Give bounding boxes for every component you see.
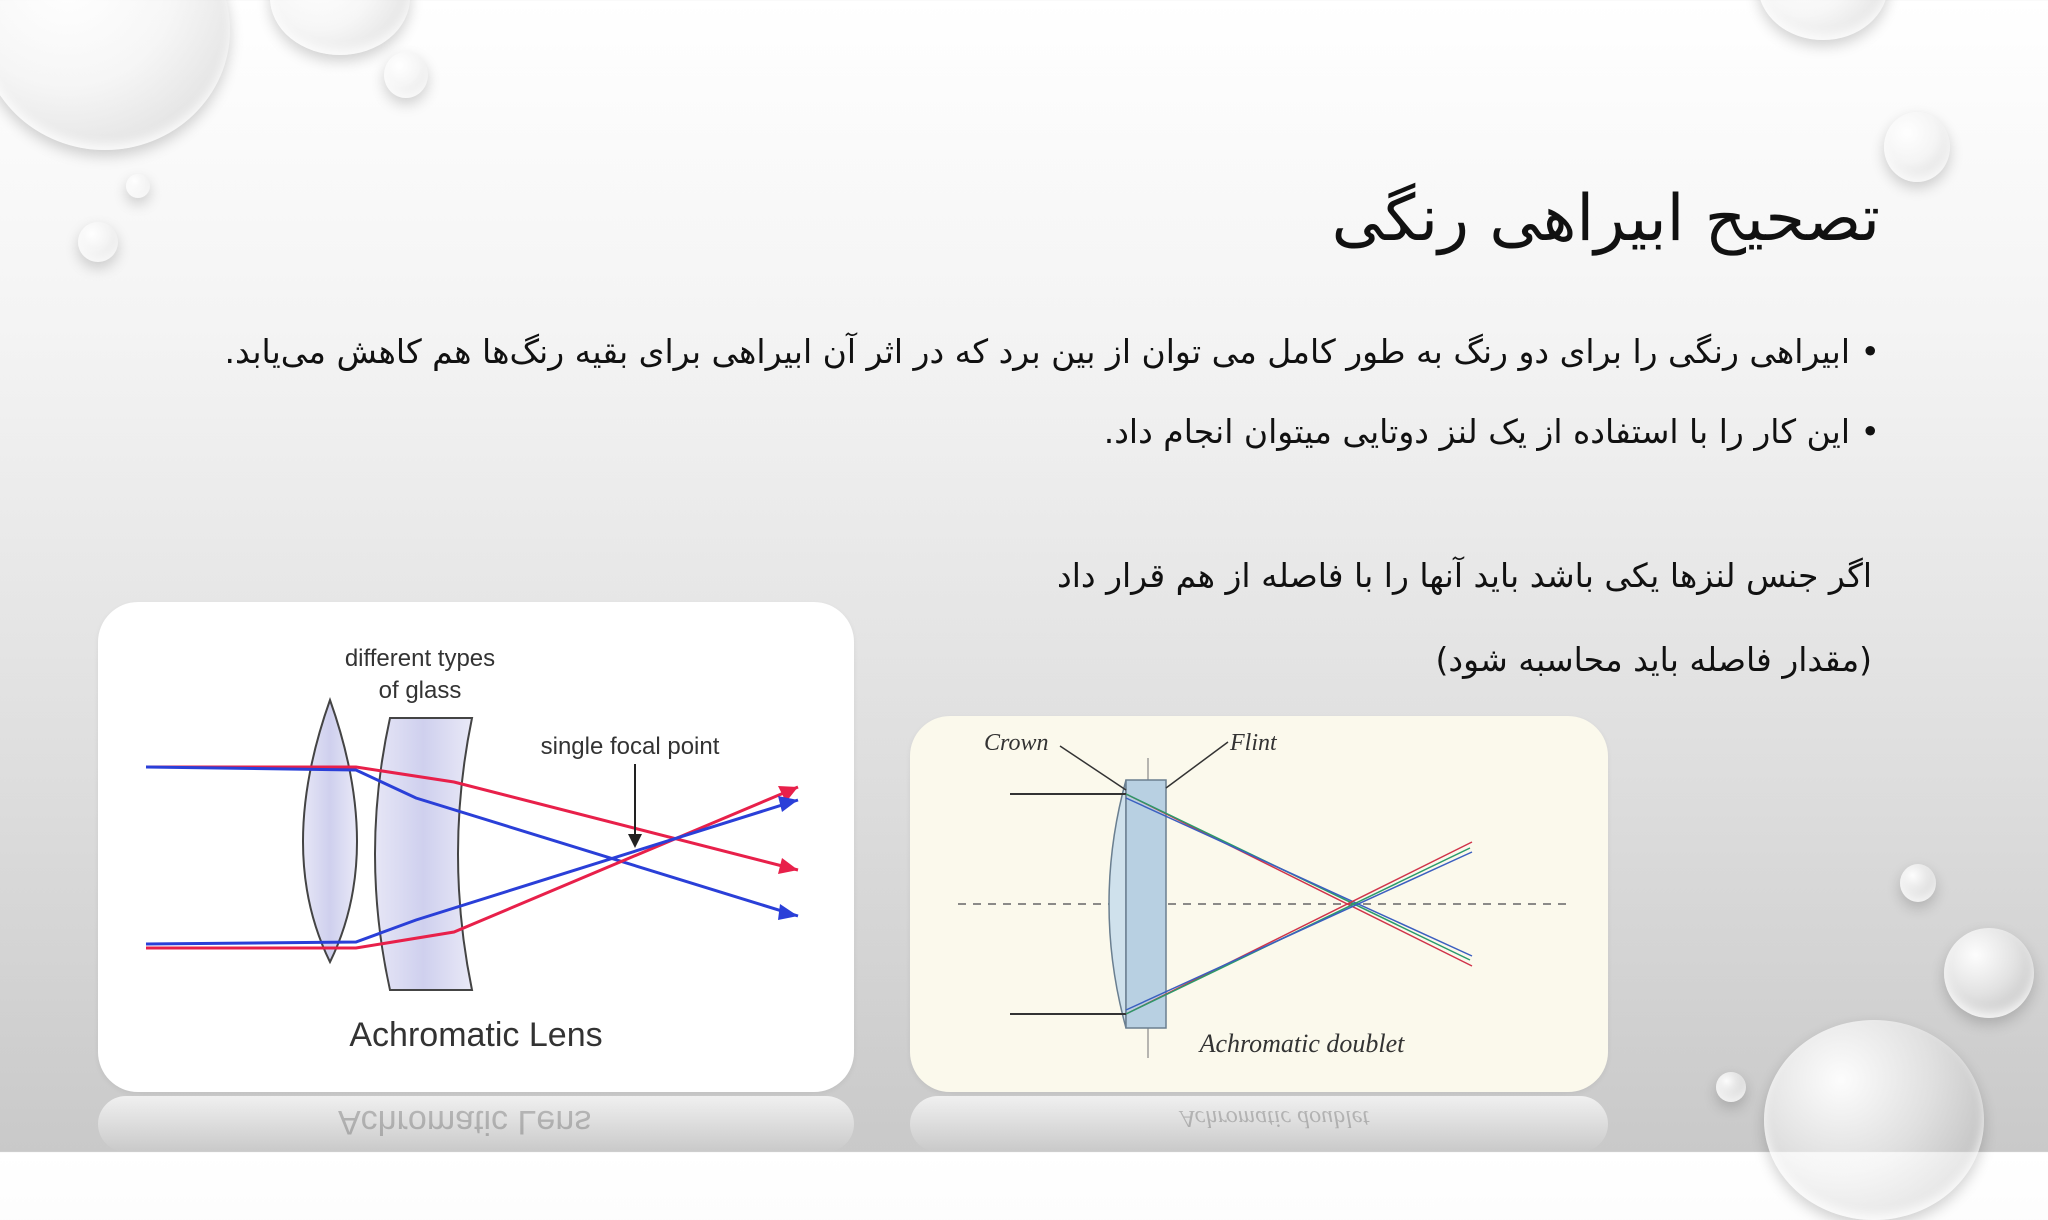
water-drop [0,0,230,150]
bullet-list [220,320,1880,480]
red-ray [146,787,798,948]
flint-lens [1126,780,1166,1028]
water-drop [1758,0,1888,40]
achromatic-doublet-figure [910,716,1608,1092]
figure-caption: Achromatic Lens [349,1016,603,1054]
flint-label: Flint [1230,730,1277,756]
water-drop [126,174,150,198]
reflection-caption: Achromatic Lens [338,1103,592,1141]
water-drop [1884,112,1950,182]
figure-caption: Achromatic doublet [1199,1029,1405,1058]
convex-lens [303,700,357,962]
reflection-caption: Achromatic doublet [1180,1105,1370,1131]
figure-reflection [98,1096,854,1152]
arrow-head [778,796,798,812]
bullet-item: • ابیراهی رنگی را برای دو رنگ به طور کامل می توان از بین برد که در اثر آن ابیراهی برای بقیه رنگ‌ها هم کاهش می‌یابد. [220,320,1880,384]
figure-reflection [910,1096,1608,1152]
arrow-head [778,858,798,874]
slide-title: تصحیح ابیراهی رنگی [1331,182,1880,256]
bullet-item: • این کار را با استفاده از یک لنز دوتایی میتوان انجام داد. [220,400,1880,464]
achromatic-doublet-diagram [910,716,1608,1092]
water-drop [1900,864,1936,902]
achromatic-lens-figure [98,602,854,1092]
water-drop [1716,1072,1746,1102]
red-ray [146,767,798,870]
crown-leader [1060,746,1126,790]
body-line: (مقدار فاصله باید محاسبه شود) [1435,640,1872,679]
crown-label: Crown [984,730,1049,756]
blue-ray [1126,798,1472,956]
body-line: اگر جنس لنزها یکی باشد باید آنها را با فاصله از هم قرار داد [1057,556,1872,595]
crown-lens [1109,780,1126,1028]
blue-ray [146,800,798,944]
flint-leader [1166,742,1228,788]
arrow-head [628,834,642,848]
focal-point-label: single focal point [540,733,720,760]
concave-lens [375,718,472,990]
achromatic-lens-diagram [98,602,854,1092]
water-drop [1944,928,2034,1018]
water-drop [78,222,118,262]
glass-label-1: different types [344,645,496,672]
blue-ray [146,767,798,916]
glass-label-2: of glass [378,677,462,704]
blue-ray [1126,852,1472,1010]
water-drop [384,52,428,98]
water-drop [270,0,410,55]
arrow-head [778,904,798,920]
water-drop [1764,1020,1984,1220]
